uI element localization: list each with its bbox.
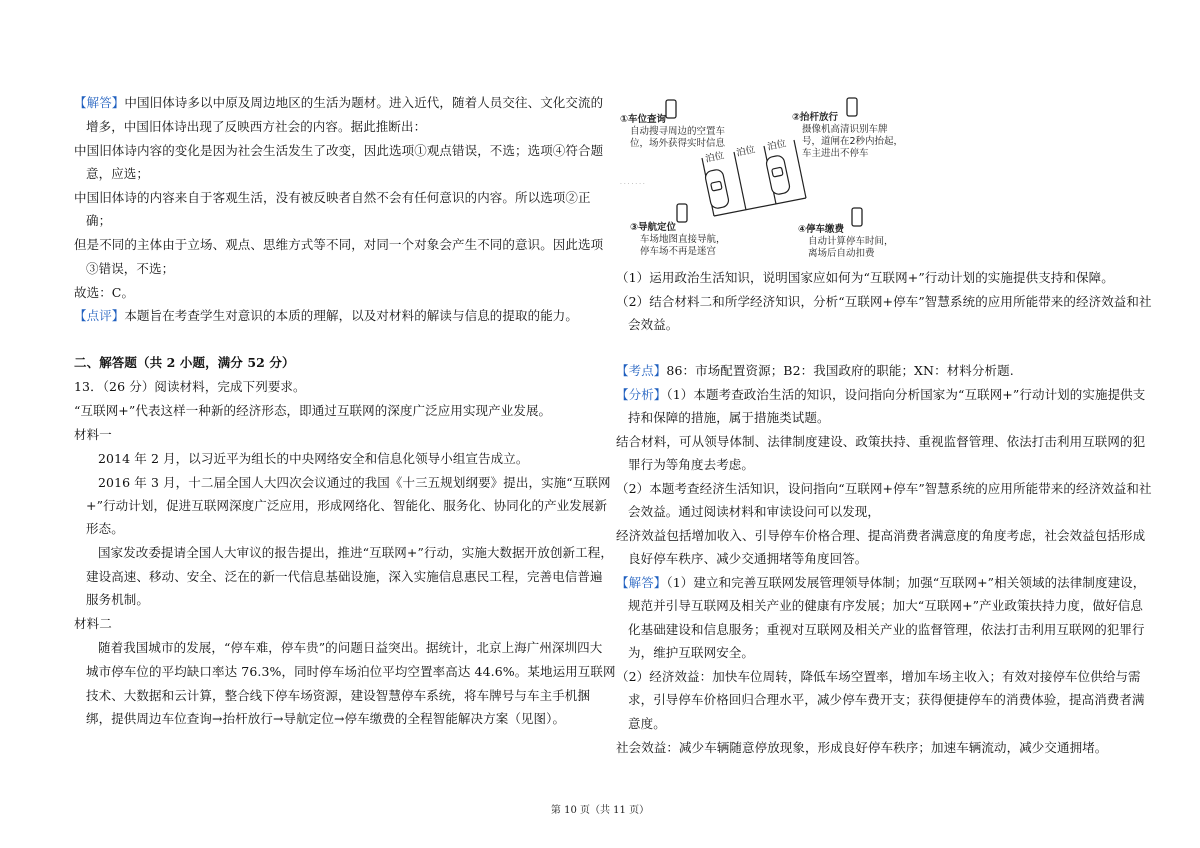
analysis-line: 结合材料，可从领导体制、法律制度建设、政策扶持、重视监督管理、依法打击利用互联网的犯 [616,434,1146,449]
answer-choice: 故选：C。 [74,285,135,300]
step-3-line: 车场地图直接导航， [640,234,726,245]
solution-line: 意度。 [628,716,666,731]
comment-paragraph: 【点评】本题旨在考查学生对意识的本质的理解，以及对材料的解读与信息的提取的能力。 [74,308,579,323]
analysis-line: 会效益。通过阅读材料和审读设问可以发现， [628,504,881,519]
answer-paragraph-line: 意，应选； [86,166,150,181]
material-1-line: 2016 年 3 月，十二届全国人大四次会议通过的我国《十三五规划纲要》提出，实施“互联网 [98,475,611,490]
answer-tag: 【解答】 [74,95,125,110]
smart-parking-diagram [616,90,916,265]
phone-icon [847,98,857,116]
material-1-line: 形态。 [86,521,124,536]
phone-icon [677,204,687,222]
solution-line: （2）经济效益：加快车位周转，降低车场空置率，增加车场主收入；有效对接停车位供给与需 [616,669,1141,684]
material-2-line: 城市停车位的平均缺口率达 76.3%，同时停车场泊位平均空置率高达 44.6%。某地运用互联网 [86,664,616,679]
solution-line: 社会效益：减少车辆随意停放现象，形成良好停车秩序；加速车辆流动，减少交通拥堵。 [616,740,1108,755]
step-1-line: 自动搜寻周边的空置车 [630,126,726,137]
material-2-line: 随着我国城市的发展，“停车难，停车贵”的问题日益突出。据统计，北京上海广州深圳四大 [98,640,603,655]
slot-label: 泊位 [735,144,757,159]
phone-icon [852,208,862,226]
kaodian-line: 【考点】86：市场配置资源；B2：我国政府的职能；XN：材料分析题. [616,363,1014,378]
solution-line: 为，维护互联网安全。 [628,645,755,660]
answer-paragraph-line: 增多，中国旧体诗出现了反映西方社会的内容。据此推断出： [86,119,427,134]
car-icon [704,169,730,210]
analysis-line: 罪行为等角度去考虑。 [628,457,755,472]
slot-label: 泊位 [766,138,788,153]
page-footer: 第 10 页（共 11 页） [550,805,650,816]
decor-dots: · · · · · · · [620,181,645,188]
material-1-line: 建设高速、移动、安全、泛在的新一代信息基础设施，深入实施信息惠民工程，完善电信普遍 [86,569,603,584]
step-3-title: ③导航定位 [630,222,677,233]
answer-paragraph-line: 确； [86,213,112,228]
solution-tag: 【解答】 [616,575,667,590]
step-2-line: 摄像机高清识别车牌 [802,124,888,135]
answer-paragraph-line: 【解答】中国旧体诗多以中原及周边地区的生活为题材。进入近代，随着人员交往、文化交流的 [74,95,604,110]
question-part-2: （2）结合材料二和所学经济知识，分析“互联网+停车”智慧系统的应用所能带来的经济效益和社 [616,294,1152,309]
step-1-title: ①车位查询 [620,114,667,125]
slot-label: 泊位 [704,150,726,165]
material-1-line: 2014 年 2 月，以习近平为组长的中央网络安全和信息化领导小组宣告成立。 [98,451,529,466]
smart-parking-figure [616,90,916,265]
answer-paragraph-line: 中国旧体诗内容的变化是因为社会生活发生了改变，因此选项①观点错误，不选；选项④符合题 [74,143,604,158]
step-4-line: 自动计算停车时间， [808,236,894,247]
material-1-line: 国家发改委提请全国人大审议的报告提出，推进“互联网+”行动，实施大数据开放创新工程， [98,545,613,560]
step-4-title: ④停车缴费 [798,224,845,235]
material-1-label: 材料一 [74,427,112,442]
comment-tag: 【点评】 [74,308,125,323]
kaodian-tag: 【考点】 [616,363,667,378]
step-2-line: 车主进出不停车 [802,148,869,159]
question-part-2: 会效益。 [628,317,679,332]
answer-paragraph-line: 中国旧体诗的内容来自于客观生活，没有被反映者自然不会有任何意识的内容。所以选项②正 [74,190,591,205]
material-1-line: 服务机制。 [86,592,150,607]
answer-paragraph-line: 但是不同的主体由于立场、观点、思维方式等不同，对同一个对象会产生不同的意识。因此选项 [74,237,604,252]
step-2-line: 号，道闸在2秒内抬起， [802,136,904,147]
solution-line: 【解答】（1）建立和完善互联网发展管理领导体制；加强“互联网+”相关领域的法律制度建设， [616,575,1146,590]
answer-paragraph-line: ③错误，不选； [86,261,175,276]
material-2-line: 技术、大数据和云计算，整合线下停车场资源，建设智慧停车系统，将车牌号与车主手机捆 [86,688,591,703]
question-13: 13．（26 分）阅读材料，完成下列要求。 [74,379,306,394]
question-part-1: （1）运用政治生活知识，说明国家应如何为“互联网+”行动计划的实施提供支持和保障。 [616,270,1114,285]
intro-text: “互联网+”代表这样一种新的经济形态，即通过互联网的深度广泛应用实现产业发展。 [74,403,552,418]
step-3-line: 停车场不再是迷宫 [640,246,717,257]
phone-icon [666,100,676,118]
analysis-line: 经济效益包括增加收入、引导停车价格合理、提高消费者满意度的角度考虑，社会效益包括形成 [616,528,1146,543]
material-2-label: 材料二 [74,616,112,631]
step-4-line: 离场后自动扣费 [808,248,875,259]
section-title: 二、解答题（共 2 小题，满分 52 分） [74,355,295,370]
analysis-line: 持和保障的措施，属于措施类试题。 [628,410,830,425]
car-icon [765,155,791,196]
analysis-tag: 【分析】 [616,387,667,402]
material-1-line: +”行动计划，促进互联网深度广泛应用，形成网络化、智能化、服务化、协同化的产业发展新 [86,498,608,513]
analysis-line: 【分析】（1）本题考查政治生活的知识，设问指向分析国家为“互联网+”行动计划的实施提供支 [616,387,1146,402]
solution-line: 求，引导停车价格回归合理水平，减少停车费开支；获得便捷停车的消费体验，提高消费者满 [628,692,1145,707]
step-2-title: ②抬杆放行 [792,112,839,123]
material-2-line: 绑，提供周边车位查询→抬杆放行→导航定位→停车缴费的全程智能解决方案（见图）。 [86,711,566,726]
step-1-line: 位，场外获得实时信息 [630,138,726,149]
analysis-line: （2）本题考查经济生活知识，设问指向“互联网+停车”智慧系统的应用所能带来的经济效益和社 [616,481,1152,496]
solution-line: 规范并引导互联网及相关产业的健康有序发展；加大“互联网+”产业政策扶持力度，做好信息 [628,598,1143,613]
solution-line: 化基础建设和信息服务；重视对互联网及相关产业的监督管理，依法打击利用互联网的犯罪行 [628,622,1145,637]
analysis-line: 良好停车秩序、减少交通拥堵等角度回答。 [628,551,868,566]
